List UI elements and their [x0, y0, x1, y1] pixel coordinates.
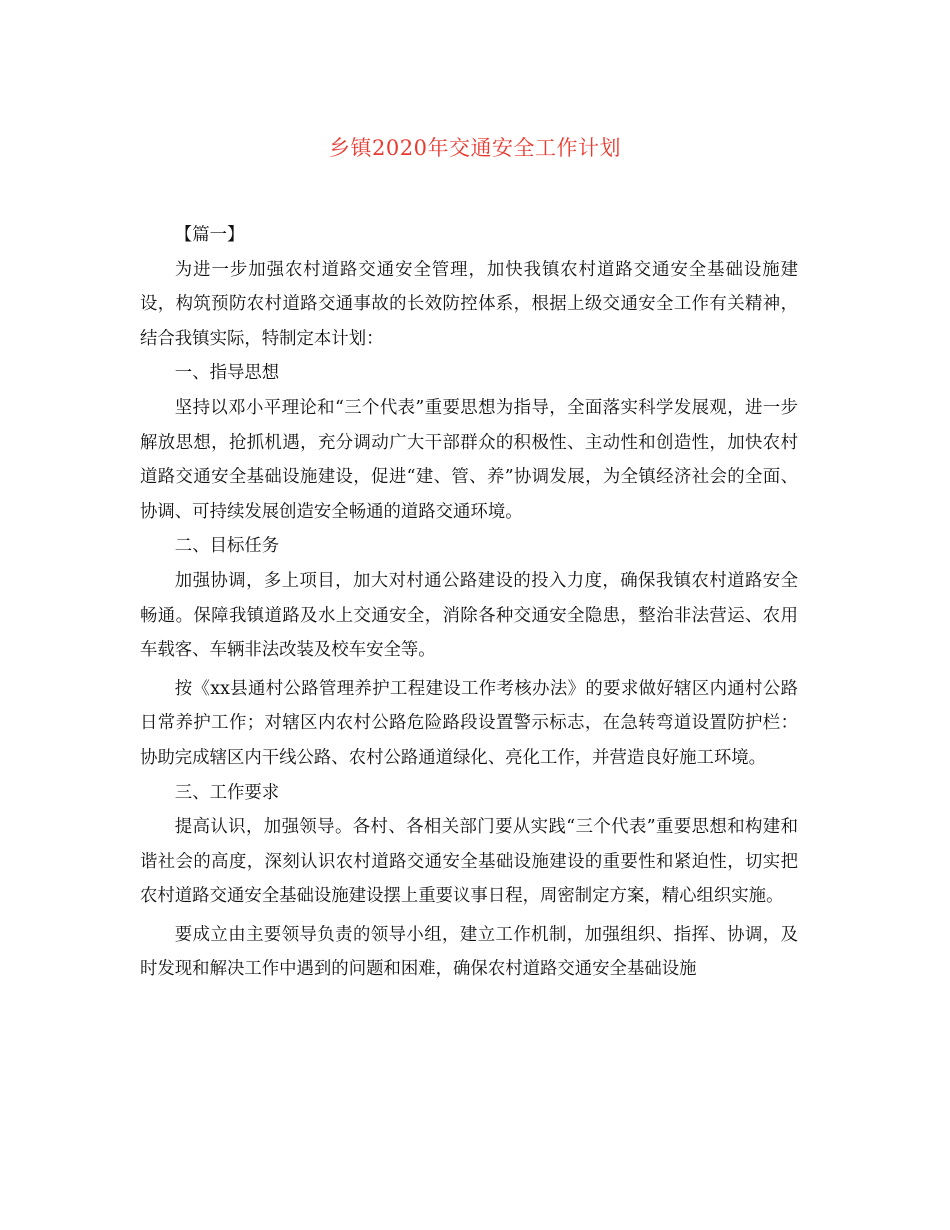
document-title: 乡镇2020年交通安全工作计划: [329, 136, 621, 160]
heading-work-requirements: 三、工作要求: [174, 782, 280, 803]
heading-goals-tasks: 二、目标任务: [174, 536, 280, 557]
heading-guiding-ideology: 一、指导思想: [174, 363, 280, 384]
work-requirements-paragraph-2: 要成立由主要领导负责的领导小组，建立工作机制，加强组织、指挥、协调，及时发现和解决工作中遇到的问题和困难，确保农村道路交通安全基础设施: [140, 924, 798, 980]
document-body: [140, 218, 798, 987]
goals-tasks-paragraph-1: 加强协调，多上项目，加大对村通公路建设的投入力度，确保我镇农村道路安全畅通。保障我镇道路及水上交通安全，消除各种交通安全隐患，整治非法营运、农用车载客、车辆非法改装及校车安全等。: [140, 570, 798, 661]
work-requirements-paragraph-1: 提高认识，加强领导。各村、各相关部门要从实践“三个代表”重要思想和构建和谐社会的高度，深刻认识农村道路交通安全基础设施建设的重要性和紧迫性，切实把农村道路交通安全基础设施建设摆上重要议事日程，周密制定方案，精心组织实施。: [140, 817, 798, 907]
intro-paragraph: 为进一步加强农村道路交通安全管理，加快我镇农村道路交通安全基础设施建设，构筑预防农村道路交通事故的长效防控体系，根据上级交通安全工作有关精神，结合我镇实际，特制定本计划：: [140, 259, 798, 349]
section-label-part-one: 【篇一】: [174, 225, 245, 245]
goals-tasks-paragraph-2: 按《xx县通村公路管理养护工程建设工作考核办法》的要求做好辖区内通村公路日常养护工作；对辖区内农村公路危险路段设置警示标志，在急转弯道设置防护栏：协助完成辖区内干线公路、农村公路通道绿化、亮化工作，并营造良好施工环境。: [140, 678, 798, 768]
guiding-ideology-paragraph: 坚持以邓小平理论和“三个代表”重要思想为指导，全面落实科学发展观，进一步解放思想，抢抓机遇，充分调动广大干部群众的积极性、主动性和创造性，加快农村道路交通安全基础设施建设，促进“建、管、养”协调发展，为全镇经济社会的全面、协调、可持续发展创造安全畅通的道路交通环境。: [140, 397, 798, 522]
